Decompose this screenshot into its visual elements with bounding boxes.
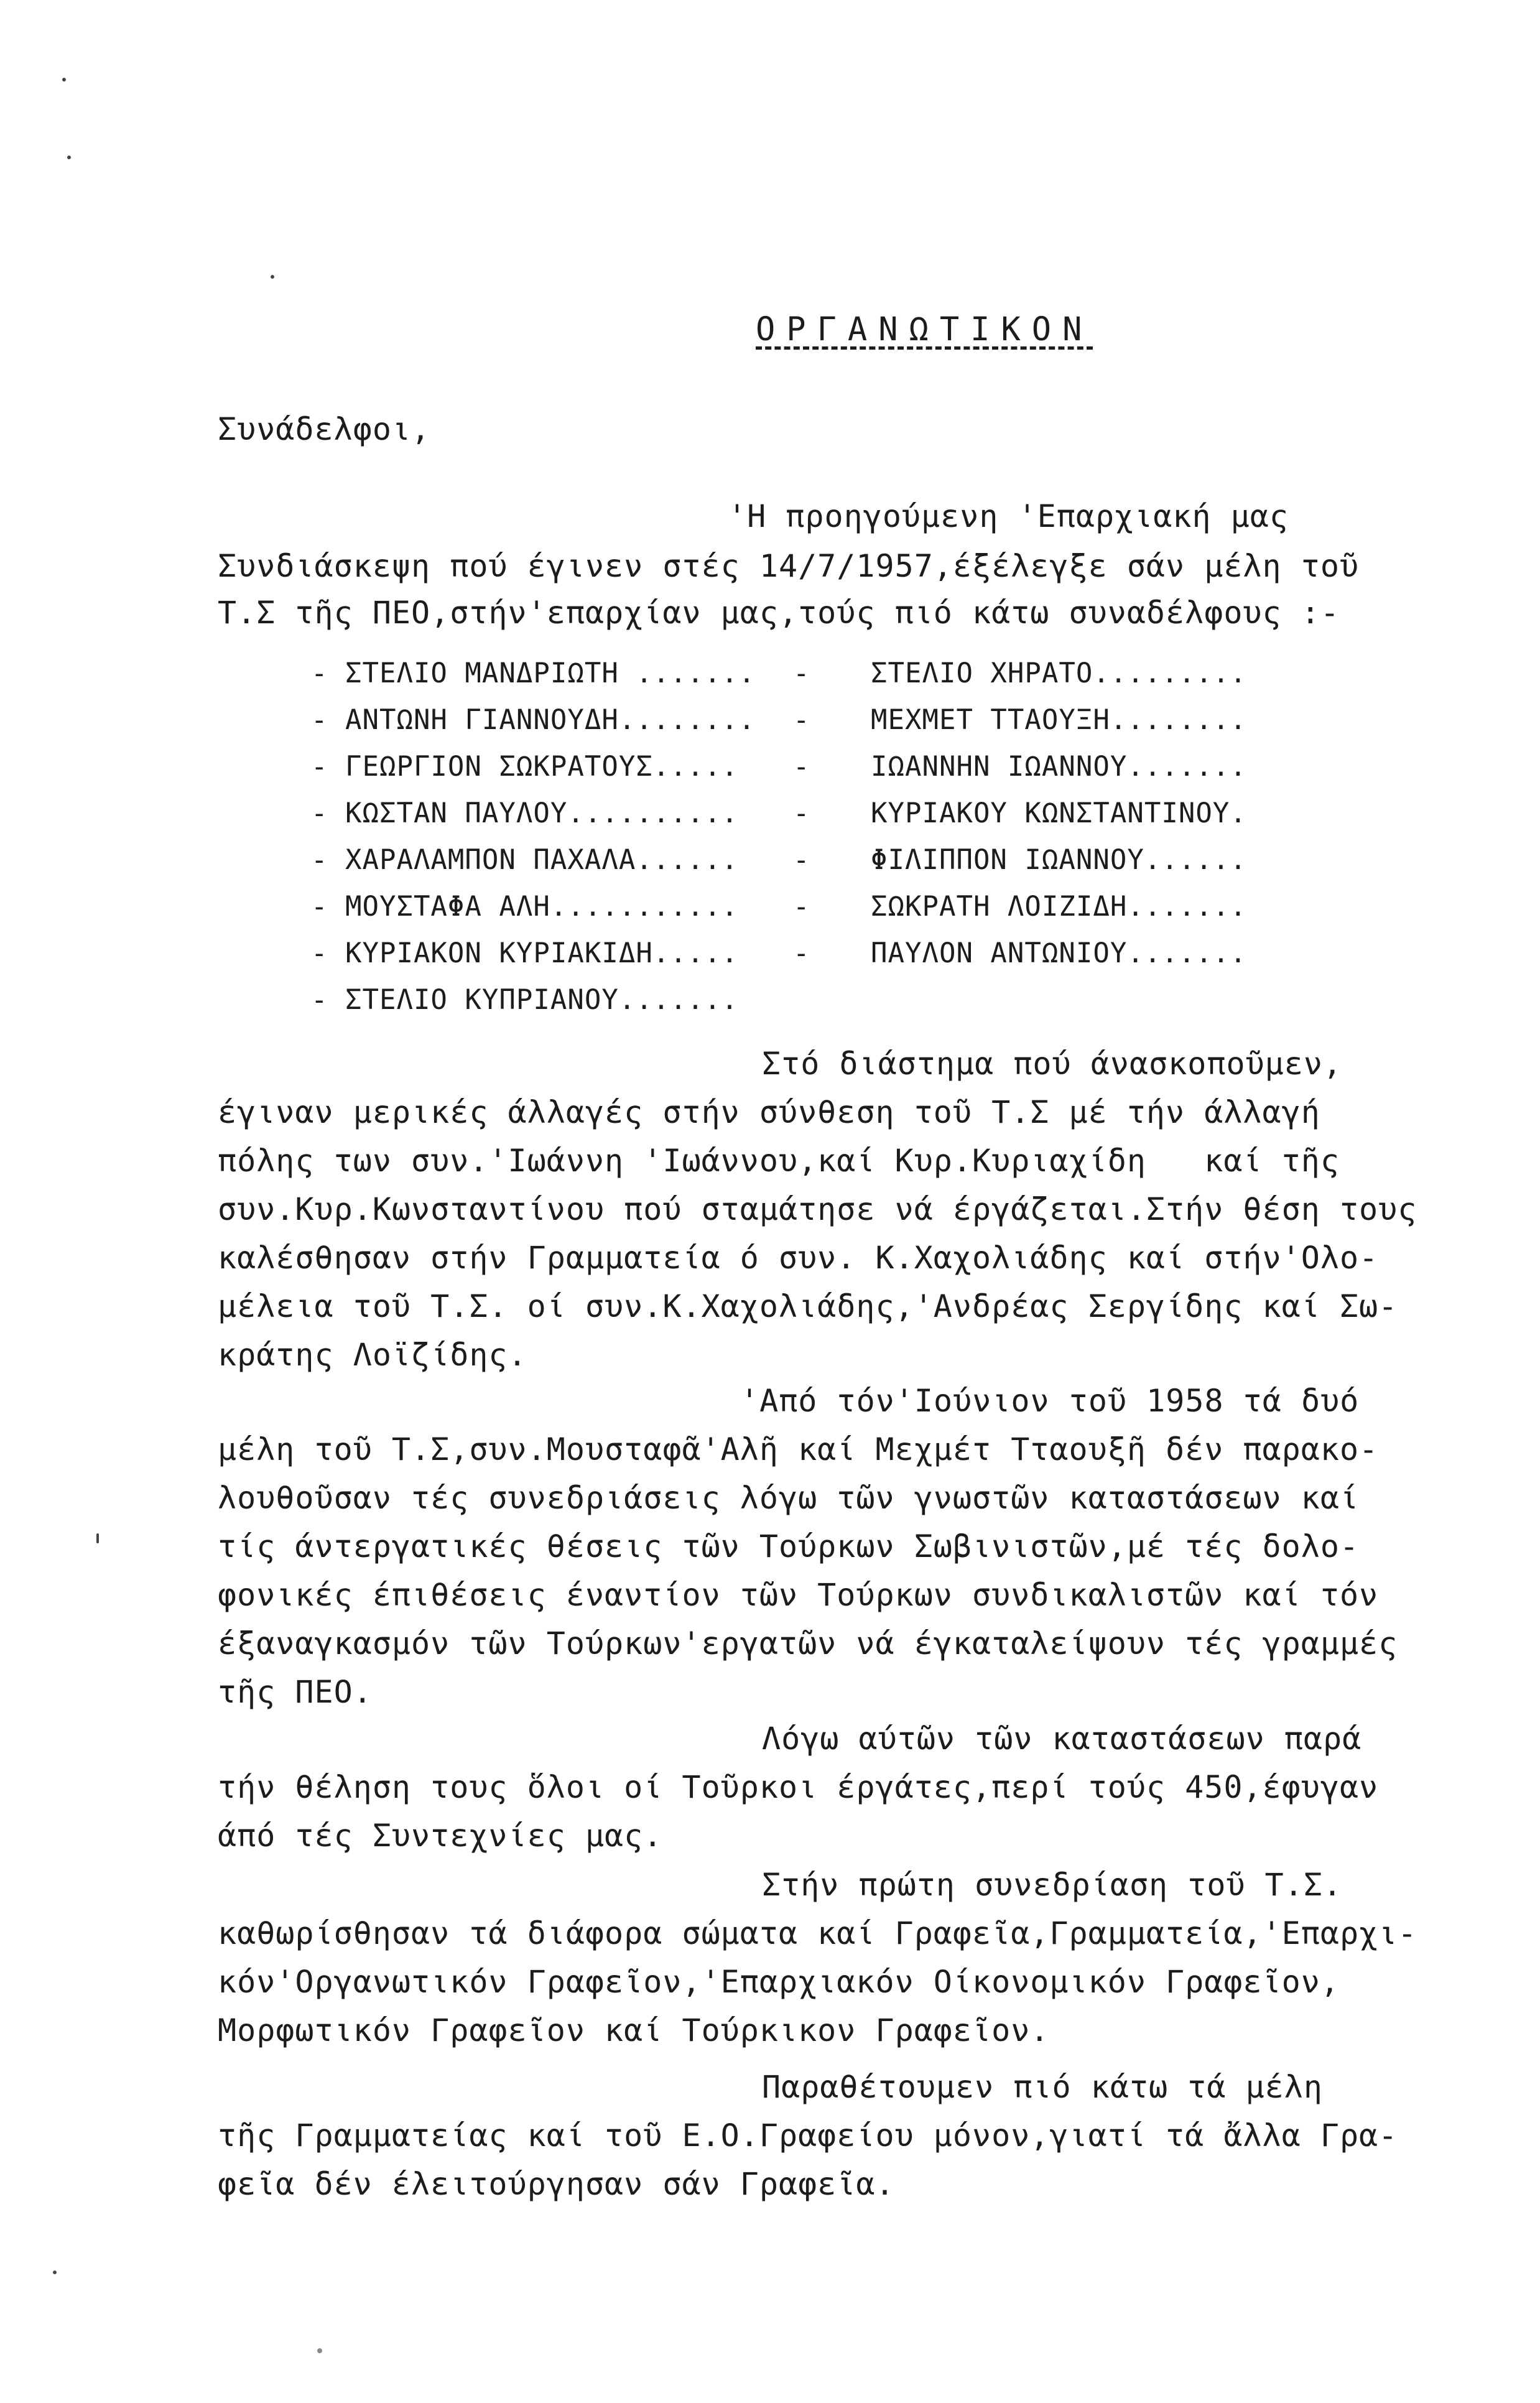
paragraph2-line: φονικές έπιθέσεις έναντίον τῶν Τούρκων συνδικαλιστῶν καί τόν [218,1577,1379,1613]
paragraph4-line: κόν'Οργανωτικόν Γραφεῖον,'Επαρχιακόν Οίκονομικόν Γραφεῖον, [218,1964,1340,2000]
paragraph2-line: μέλη τοῦ Τ.Σ,συν.Μουσταφᾶ'Αλῆ καί Μεχμέτ Τταουξῆ δέν παρακο- [218,1431,1379,1467]
member-left: - ΑΝΤΩΝΗ ΓΙΑΝΝΟΥΔΗ........ [311,704,756,736]
member-separator: - [793,751,810,783]
member-left: - ΚΩΣΤΑΝ ΠΑΥΛΟΥ.......... [311,797,739,829]
paragraph1-line: καλέσθησαν στήν Γραμματεία ό συν. Κ.Χαχολιάδης καί στήν'Ολο- [218,1240,1379,1276]
paragraph5-line: τῆς Γραμματείας καί τοῦ Ε.Ο.Γραφείου μόνον,γιατί τά ἄλλα Γρα- [218,2117,1398,2154]
paragraph4-line: Μορφωτικόν Γραφεῖον καί Τούρκικον Γραφεῖον. [218,2012,1050,2048]
paragraph2-line: 'Από τόν'Ιούνιον τοῦ 1958 τά δυό [740,1383,1360,1419]
paragraph3-line: τήν θέληση τους ὅλοι οί Τοῦρκοι έργάτες,περί τούς 450,έφυγαν [218,1769,1379,1805]
member-right: ΣΤΕΛΙΟ ΧΗΡΑΤΟ......... [871,658,1247,689]
paragraph2-line: τῆς ΠΕΟ. [218,1674,373,1710]
scan-speck [96,1533,99,1543]
paragraph5-line: φεῖα δέν έλειτούργησαν σάν Γραφεῖα. [218,2166,895,2202]
member-separator: - [793,937,810,969]
paragraph1-line: συν.Κυρ.Κωνσταντίνου πού σταμάτησε νά έργάζεται.Στήν θέση τους [218,1191,1417,1227]
member-separator: - [793,844,810,876]
paragraph1-line: Στό διάστημα πού άνασκοποῦμεν, [762,1046,1343,1082]
paragraph1-line: κράτης Λοϊζίδης. [218,1337,527,1373]
member-separator: - [793,704,810,736]
paragraph1-line: έγιναν μερικές άλλαγές στήν σύνθεση τοῦ Τ.Σ μέ τήν άλλαγή [218,1094,1320,1130]
member-left: - ΜΟΥΣΤΑΦΑ ΑΛΗ........... [311,891,739,923]
intro-line-1: 'Η προηγούμενη 'Επαρχιακή μας [728,498,1289,534]
member-left: - ΣΤΕΛΙΟ ΜΑΝΔΡΙΩΤΗ ....... [311,658,756,689]
paragraph3-line: άπό τές Συντεχνίες μας. [218,1818,663,1854]
intro-line-2: Συνδιάσκεψη πού έγινεν στές 14/7/1957,έξέλεγξε σάν μέλη τοῦ [218,548,1360,584]
paragraph2-line: λουθοῦσαν τές συνεδριάσεις λόγω τῶν γνωστῶν καταστάσεων καί [218,1480,1360,1516]
salutation: Συνάδελφοι, [218,411,431,447]
scan-speck [53,2271,57,2274]
member-separator: - [793,658,810,689]
member-right: ΜΕΧΜΕΤ ΤΤΑΟΥΞΗ........ [871,704,1247,736]
paragraph1-line: μέλεια τοῦ Τ.Σ. οί συν.Κ.Χαχολιάδης,'Ανδρέας Σεργίδης καί Σω- [218,1288,1398,1324]
intro-line-3: Τ.Σ τῆς ΠΕΟ,στήν'επαρχίαν μας,τούς πιό κάτω συναδέλφους :- [218,595,1340,631]
member-left: - ΓΕΩΡΓΙΟΝ ΣΩΚΡΑΤΟΥΣ..... [311,751,739,783]
member-right: ΙΩΑΝΝΗΝ ΙΩΑΝΝΟΥ....... [871,751,1247,783]
member-right: ΣΩΚΡΑΤΗ ΛΟΙΖΙΔΗ....... [871,891,1247,923]
member-left: - ΚΥΡΙΑΚΟΝ ΚΥΡΙΑΚΙΔΗ..... [311,937,739,969]
paragraph4-line: καθωρίσθησαν τά διάφορα σώματα καί Γραφεῖα,Γραμματεία,'Επαρχι- [218,1915,1417,1951]
scan-speck [67,156,71,159]
member-left: - ΣΤΕΛΙΟ ΚΥΠΡΙΑΝΟΥ....... [311,984,739,1016]
scan-speck [317,2348,322,2353]
member-right: ΦΙΛΙΠΠΟΝ ΙΩΑΝΝΟΥ...... [871,844,1247,876]
paragraph2-line: τίς άντεργατικές θέσεις τῶν Τούρκων Σωβινιστῶν,μέ τές δολο- [218,1528,1360,1564]
paragraph2-line: έξαναγκασμόν τῶν Τούρκων'εργατῶν νά έγκαταλείψουν τές γραμμές [218,1625,1398,1662]
scan-speck [271,275,274,279]
member-left: - ΧΑΡΑΛΑΜΠΟΝ ΠΑΧΑΛΑ...... [311,844,739,876]
scan-speck [62,78,66,81]
paragraph3-line: Λόγω αύτῶν τῶν καταστάσεων παρά [762,1721,1362,1757]
document-title: ΟΡΓΑΝΩΤΙΚΟΝ [756,311,1093,348]
member-separator: - [793,891,810,923]
paragraph1-line: πόλης των συν.'Ιωάννη 'Ιωάννου,καί Κυρ.Κυριαχίδη καί τῆς [218,1143,1340,1179]
member-separator: - [793,797,810,829]
paragraph4-line: Στήν πρώτη συνεδρίαση τοῦ Τ.Σ. [762,1867,1343,1903]
paragraph5-line: Παραθέτουμεν πιό κάτω τά μέλη [762,2069,1323,2105]
member-right: ΠΑΥΛΟΝ ΑΝΤΩΝΙΟΥ....... [871,937,1247,969]
member-right: ΚΥΡΙΑΚΟΥ ΚΩΝΣΤΑΝΤΙΝΟΥ. [871,797,1247,829]
